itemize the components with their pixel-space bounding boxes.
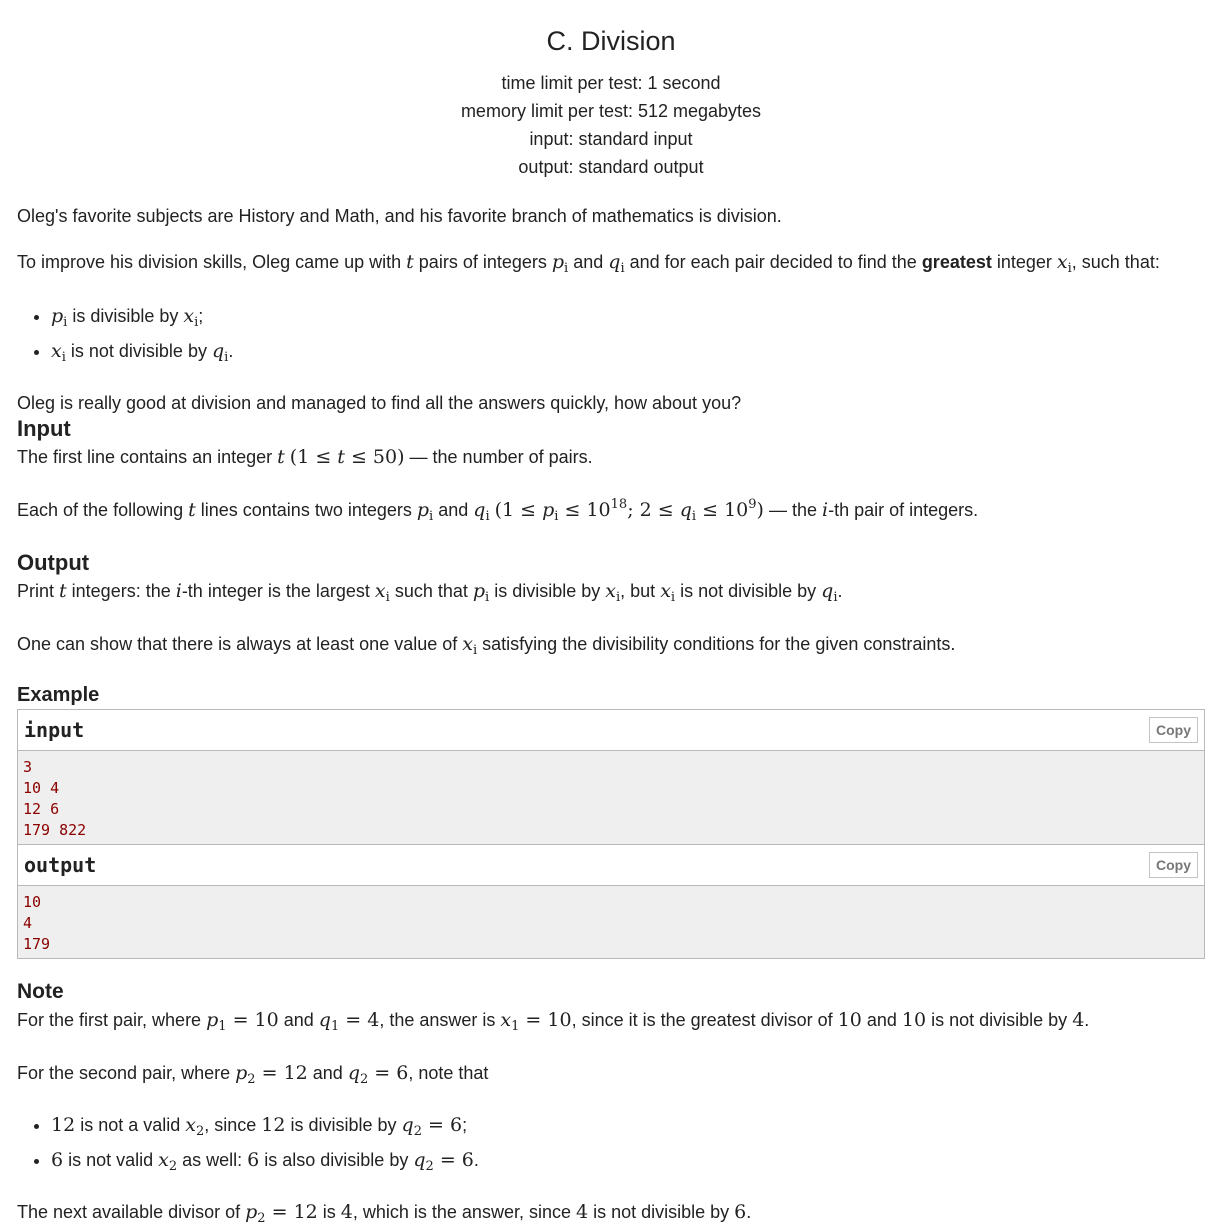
copy-input-button[interactable]: Copy (1149, 717, 1198, 743)
input-section (17, 416, 1205, 530)
problem-page (17, 0, 1205, 1232)
memory-limit: memory limit per test: 512 megabytes (460, 101, 762, 121)
output-line: 179 (23, 935, 51, 953)
note-section (17, 979, 1205, 1232)
problem-title: C. Division (546, 26, 676, 56)
output-section-title: Output (17, 550, 90, 575)
input-line: 10 4 (23, 779, 60, 797)
note-list (17, 1111, 1205, 1181)
note-paragraph-2: For the second pair, where $p_2 = 12$ and $q_2 = 6$, note that (17, 1062, 489, 1087)
note-title: Note (17, 980, 64, 1003)
note-paragraph-1: For the first pair, where $p_1 = 10$ and $q_1 = 4$, the answer is $x_1 = 10$, since it is the greatest divisor of 10 and 10 is not divisible by 4. (17, 1009, 1090, 1034)
input-line-2: Each of the following t lines contains two integers $p_i$ and $q_i$ ($1 \le p_i \le 10^{18}$; $2 \le q_i \le 10^9$) — the i-th pair of integers. (17, 497, 979, 524)
list-item: • 12 is not a valid $x_2$, since 12 is divisible by $q_2 = 6$; (51, 1111, 1205, 1146)
input-line: 12 6 (23, 800, 60, 818)
problem-header (17, 26, 1205, 181)
input-spec: input: standard input (529, 129, 693, 149)
output-box-header (18, 844, 1204, 886)
input-line: 179 822 (23, 821, 87, 839)
list-item: • $p_i$ is divisible by $x_i$; (51, 302, 1205, 337)
output-spec: output: standard output (518, 157, 704, 177)
note-paragraph-3: The next available divisor of $p_2 = 12$ is 4, which is the answer, since 4 is not divisible by 6. (17, 1201, 752, 1226)
example-title: Example (17, 684, 100, 706)
output-line-1: Print t integers: the i-th integer is the largest $x_i$ such that $p_i$ is divisible by $x_i$, but $x_i$ is not divisible by $q_i$. (17, 580, 843, 605)
list-item: • 6 is not valid $x_2$ as well: 6 is also divisible by $q_2 = 6$. (51, 1146, 1205, 1181)
list-item: • $x_i$ is not divisible by $q_i$. (51, 337, 1205, 372)
statement-paragraph: To improve his division skills, Oleg came up with t pairs of integers $p_i$ and $q_i$ and for each pair decided to find the greatest integer $x_i$, such that: (17, 251, 1160, 276)
problem-statement (17, 203, 1205, 416)
input-box-content[interactable] (18, 751, 1204, 844)
input-box-header (18, 710, 1204, 751)
copy-output-button[interactable]: Copy (1149, 852, 1198, 878)
output-line: 4 (23, 914, 33, 932)
output-box-content[interactable] (18, 886, 1204, 958)
statement-intro: Oleg's favorite subjects are History and Math, and his favorite branch of mathematics is division. (17, 206, 782, 226)
example-box (17, 709, 1205, 959)
output-line-2: One can show that there is always at least one value of $x_i$ satisfying the divisibility conditions for the given constraints. (17, 633, 956, 658)
example-section (17, 684, 1205, 959)
conditions-list (17, 302, 1205, 372)
output-section (17, 550, 1205, 664)
input-section-title: Input (17, 416, 71, 441)
input-line-1: The first line contains an integer t (1 ≤ t ≤ 50) — the number of pairs. (17, 446, 593, 468)
input-line: 3 (23, 758, 33, 776)
output-line: 10 (23, 893, 42, 911)
time-limit: time limit per test: 1 second (501, 73, 721, 93)
input-box-label: input (24, 718, 85, 742)
statement-closing: Oleg is really good at division and managed to find all the answers quickly, how about you? (17, 393, 742, 413)
output-box-label: output (24, 853, 97, 877)
